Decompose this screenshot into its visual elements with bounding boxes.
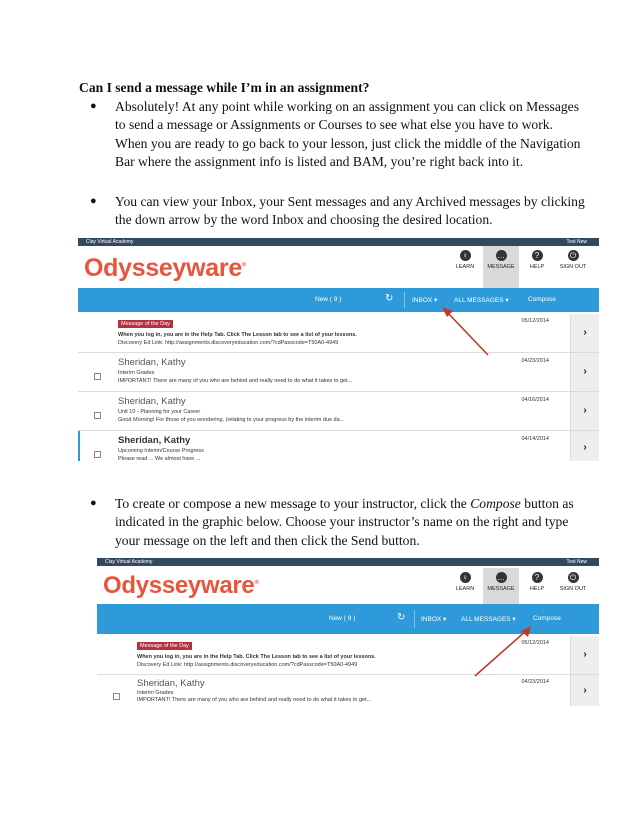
power-icon: ⏻: [568, 250, 579, 261]
inbox-screenshot: [78, 238, 599, 461]
message-sender: Sheridan, Kathy: [118, 357, 186, 368]
message-preview: Please read ... We almost have ...: [118, 456, 201, 461]
message-preview: Good Morning! For those of you wondering, (relating to your progress by the interim due da...: [118, 417, 345, 423]
new-count[interactable]: New ( 9 ): [329, 615, 356, 622]
chevron-right-icon[interactable]: ›: [570, 431, 599, 461]
message-sender: Sheridan, Kathy: [137, 678, 205, 689]
compose-button[interactable]: Compose: [533, 615, 561, 622]
question-heading: Can I send a message while I’m in an assignment?: [79, 80, 370, 95]
motd-line-2: Discovery Ed Link: http://assignments.discoveryeducation.com/?cdPasscode=T50A0-4949: [118, 340, 339, 346]
school-name: Clay Virtual Academy: [105, 559, 153, 565]
power-icon: ⏻: [568, 572, 579, 583]
inbox-dropdown[interactable]: INBOX ▾: [421, 616, 447, 623]
message-preview: IMPORTANT! There are many of you who are behind and really need to do what it takes to get...: [118, 378, 353, 384]
answer-paragraph-2: You can view your Inbox, your Sent messages and any Archived messages by clicking the down arrow by the word Inbox and choosing the desired location.: [115, 194, 585, 228]
nav-message[interactable]: … MESSAGE: [483, 568, 519, 606]
nav-sign-out[interactable]: ⏻ SIGN OUT: [559, 251, 587, 270]
nav-message[interactable]: … MESSAGE: [483, 246, 519, 290]
help-icon: ?: [532, 250, 543, 261]
motd-line-2: Discovery Ed Link: http://assignments.discoveryeducation.com/?cdPasscode=T50A0-4949: [137, 662, 358, 668]
motd-badge: Message of the Day: [137, 642, 192, 650]
help-icon: ?: [532, 572, 543, 583]
answer-paragraph-1: Absolutely! At any point while working on an assignment you can click on Messages to send a message or Assignments or Courses to see what else you have to work. When you are ready to go back to your lesson, just click the middle of the Navigation Bar where the assignment info is listed and BAM, you’re right back into it.: [115, 99, 581, 169]
message-date: 04/16/2014: [521, 397, 549, 403]
bulb-icon: ♀: [460, 250, 471, 261]
inbox-dropdown[interactable]: INBOX ▾: [412, 297, 438, 304]
annotation-arrow: [97, 558, 599, 706]
message-date: 05/12/2014: [521, 318, 549, 324]
school-name: Clay Virtual Academy: [86, 239, 134, 245]
odysseyware-logo: Odysseyware®: [84, 254, 247, 282]
answer-paragraph-3: To create or compose a new message to your instructor, click the Compose button as indicated in the graphic below. Choose your instructor’s name on the right and type your message on the left and then click the Send button.: [115, 496, 574, 548]
bullet-dot: ●: [90, 195, 97, 207]
user-name: Test New: [566, 559, 587, 565]
annotation-arrow: [78, 238, 599, 461]
message-subject: Interim Grades: [137, 690, 174, 696]
all-messages-dropdown[interactable]: ALL MESSAGES ▾: [454, 297, 509, 304]
new-count[interactable]: New ( 9 ): [315, 296, 342, 303]
motd-line-1: When you log in, you are in the Help Tab. Click The Lesson tab to see a list of your lessons.: [118, 332, 357, 338]
chevron-right-icon[interactable]: ›: [570, 675, 599, 706]
refresh-icon[interactable]: ↻: [397, 612, 406, 623]
message-date: 04/23/2014: [521, 679, 549, 685]
bulb-icon: ♀: [460, 572, 471, 583]
chevron-right-icon[interactable]: ›: [570, 392, 599, 430]
chevron-right-icon[interactable]: ›: [570, 353, 599, 391]
all-messages-dropdown[interactable]: ALL MESSAGES ▾: [461, 616, 516, 623]
message-sender: Sheridan, Kathy: [118, 396, 186, 407]
odysseyware-logo: Odysseyware®: [103, 572, 259, 599]
bullet-dot: ●: [90, 497, 97, 509]
motd-line-1: When you log in, you are in the Help Tab. Click The Lesson tab to see a list of your lessons.: [137, 654, 376, 660]
nav-help[interactable]: ? HELP: [529, 251, 545, 270]
message-sender: Sheridan, Kathy: [118, 435, 191, 446]
message-subject: Interim Grades: [118, 370, 155, 376]
message-date: 04/23/2014: [521, 358, 549, 364]
user-name: Test New: [566, 239, 587, 245]
nav-learn[interactable]: ♀ LEARN: [455, 251, 475, 270]
message-date: 04/14/2014: [521, 436, 549, 442]
nav-learn[interactable]: ♀ LEARN: [455, 573, 475, 592]
bullet-dot: ●: [90, 100, 97, 112]
nav-help[interactable]: ? HELP: [529, 573, 545, 592]
message-subject: Unit 10 - Planning for your Career: [118, 409, 201, 415]
motd-badge: Message of the Day: [118, 320, 173, 328]
chat-icon: …: [497, 573, 505, 582]
message-preview: IMPORTANT! There are many of you who are behind and really need to do what it takes to get...: [137, 697, 372, 703]
chat-icon: …: [497, 251, 505, 260]
chevron-right-icon[interactable]: ›: [570, 636, 599, 674]
message-date: 05/12/2014: [521, 640, 549, 646]
refresh-icon[interactable]: ↻: [385, 293, 394, 304]
message-subject: Upcoming Interim/Course Progress: [118, 448, 204, 454]
compose-button[interactable]: Compose: [528, 296, 556, 303]
chevron-right-icon[interactable]: ›: [570, 314, 599, 352]
nav-sign-out[interactable]: ⏻ SIGN OUT: [559, 573, 587, 592]
compose-screenshot: [97, 558, 599, 706]
